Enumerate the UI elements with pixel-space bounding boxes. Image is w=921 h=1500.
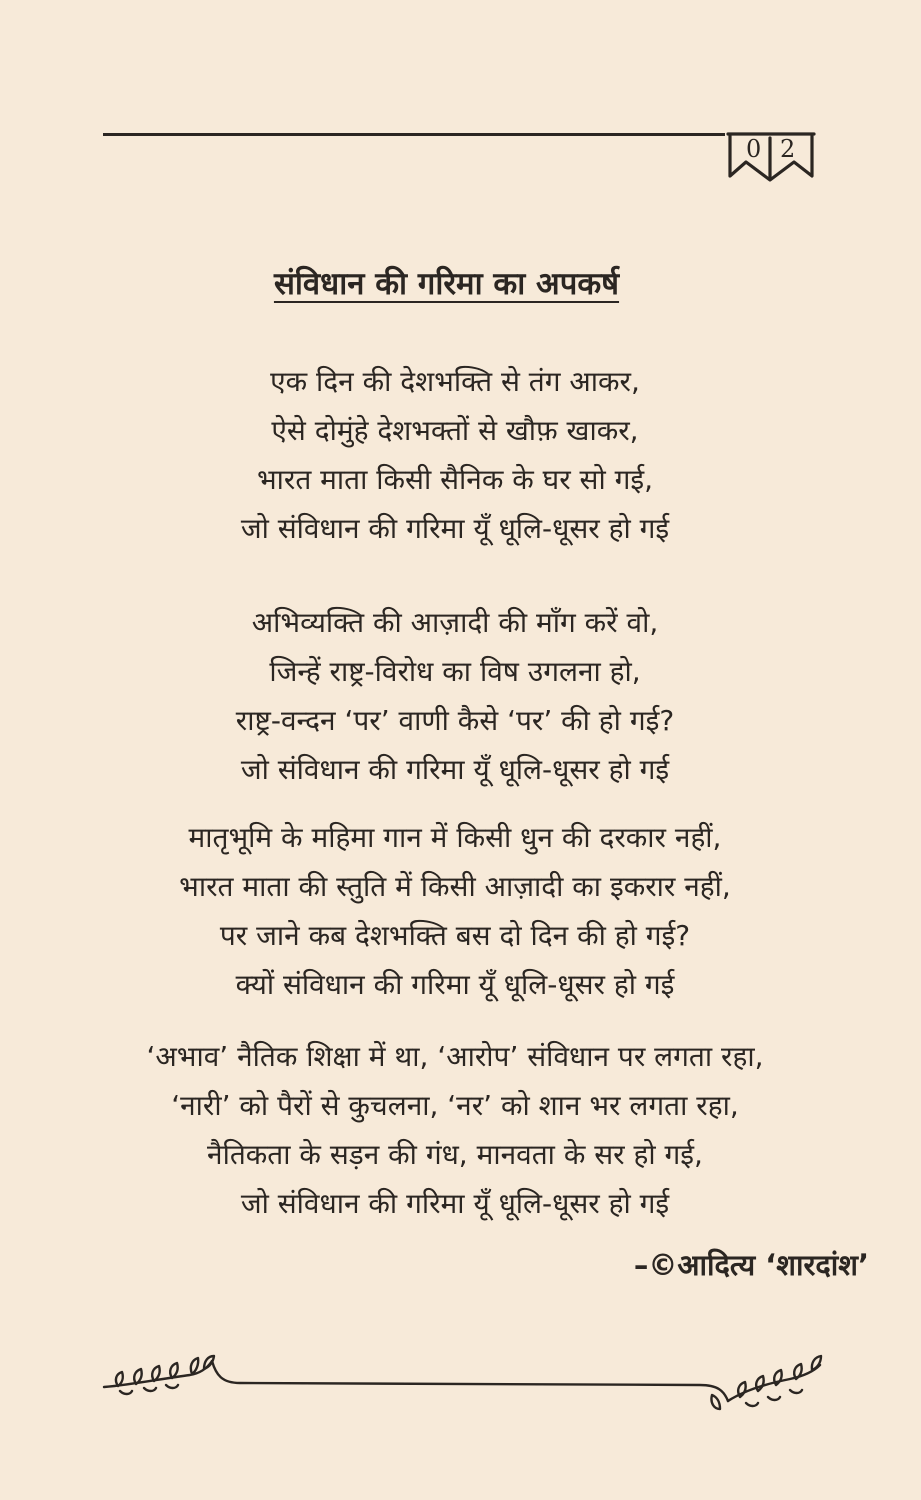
stanza-1 (0, 357, 910, 553)
author-signature: –©आदित्य ‘शारदांश’ (633, 1248, 869, 1282)
vine-divider-icon (100, 1345, 825, 1420)
poem-line: जो संविधान की गरिमा यूँ धूलि-धूसर हो गई (240, 1187, 670, 1220)
poem-line: नैतिकता के सड़न की गंध, मानवता के सर हो गई, (207, 1138, 703, 1171)
poem-line: भारत माता किसी सैनिक के घर सो गई, (256, 463, 654, 496)
poem-line: एक दिन की देशभक्ति से तंग आकर, (270, 365, 640, 398)
poem-line: भारत माता की स्तुति में किसी आज़ादी का इकरार नहीं, (179, 870, 731, 903)
poem-title (0, 262, 893, 306)
poem-line: क्यों संविधान की गरिमा यूँ धूलि-धूसर हो गई (235, 968, 675, 1001)
stanza-2 (0, 598, 910, 794)
stanza-4 (0, 1032, 910, 1228)
stanza-3 (0, 813, 910, 1009)
page-number-digit: 2 (780, 135, 796, 163)
poem-line: मातृभूमि के महिमा गान में किसी धुन की दरकार नहीं, (188, 821, 722, 854)
poem-title-text: संविधान की गरिमा का अपकर्ष (273, 266, 620, 302)
bookmark-flag-icon (724, 124, 820, 184)
poem-line: ‘नारी’ को पैरों से कुचलना, ‘नर’ को शान भर लगता रहा, (171, 1089, 739, 1122)
poem-line: ‘अभाव’ नैतिक शिक्षा में था, ‘आरोप’ संविधान पर लगता रहा, (146, 1040, 764, 1073)
poem-line: पर जाने कब देशभक्ति बस दो दिन की हो गई? (219, 919, 691, 952)
poem-line: जो संविधान की गरिमा यूँ धूलि-धूसर हो गई (240, 753, 670, 786)
header-rule (103, 133, 725, 136)
poem-line: राष्ट्र-वन्दन ‘पर’ वाणी कैसे ‘पर’ की हो गई? (235, 704, 675, 737)
page-number-digit: 0 (746, 135, 762, 163)
poem-line: जो संविधान की गरिमा यूँ धूलि-धूसर हो गई (240, 512, 670, 545)
poem-line: ऐसे दोमुंहे देशभक्तों से खौफ़ खाकर, (271, 414, 639, 447)
poem-line: अभिव्यक्ति की आज़ादी की माँग करें वो, (251, 606, 659, 639)
poem-line: जिन्हें राष्ट्र-विरोध का विष उगलना हो, (269, 655, 641, 688)
